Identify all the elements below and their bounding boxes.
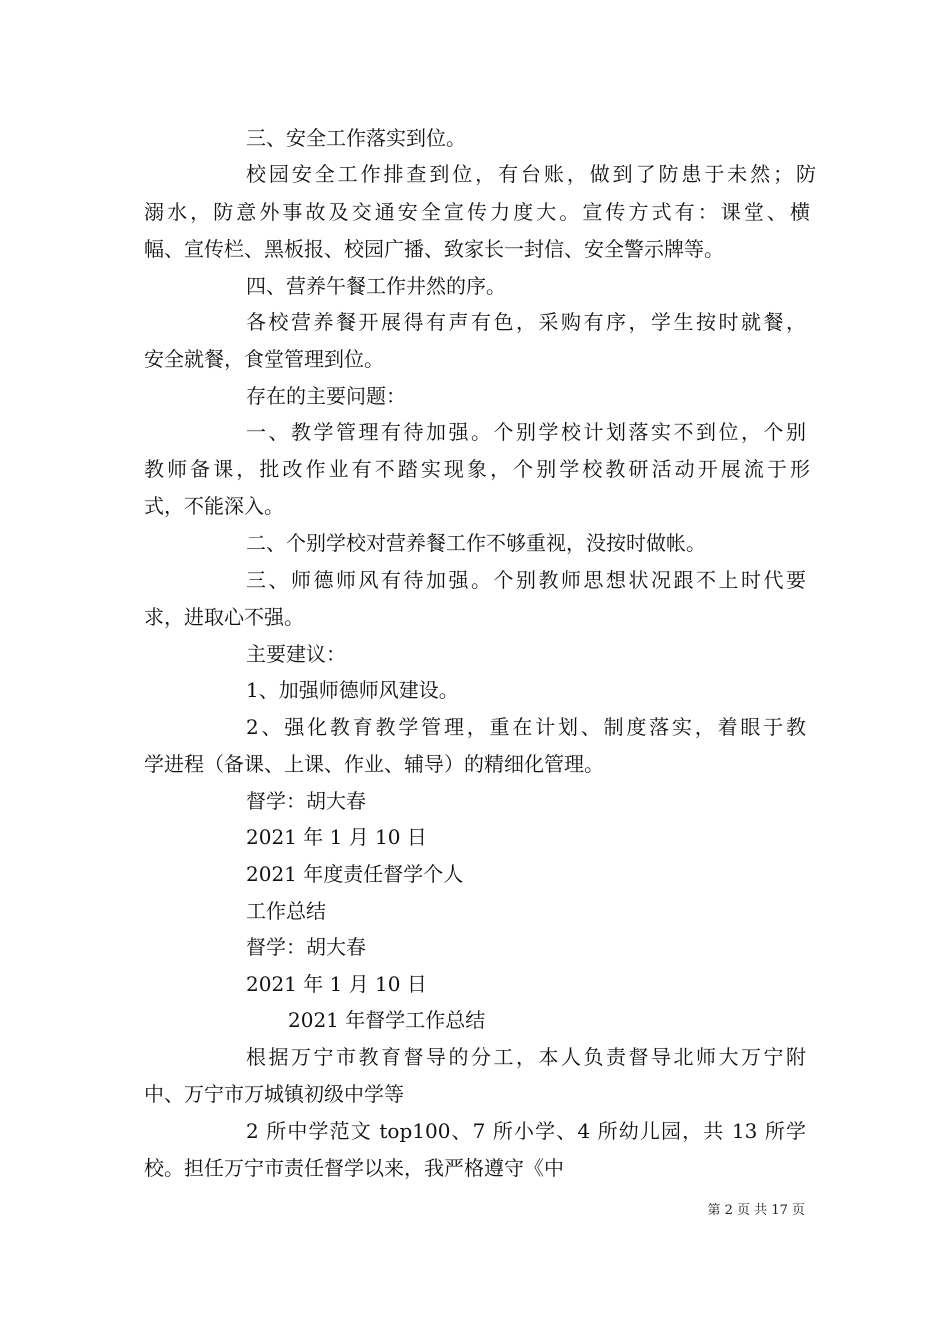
paragraph-line: 一、教学管理有待加强。个别学校计划落实不到位，个别 — [246, 420, 806, 444]
paragraph-line: 式，不能深入。 — [144, 494, 284, 518]
paragraph-line: 校。担任万宁市责任督学以来，我严格遵守《中 — [144, 1156, 564, 1180]
paragraph-line: 安全就餐，食堂管理到位。 — [144, 347, 384, 371]
paragraph-line: 中、万宁市万城镇初级中学等 — [144, 1082, 404, 1106]
heading-line: 工作总结 — [246, 899, 326, 923]
paragraph-line: 2 所中学范文 top100、7 所小学、4 所幼儿园，共 13 所学 — [246, 1119, 806, 1143]
paragraph-line: 幅、宣传栏、黑板报、校园广播、致家长一封信、安全警示牌等。 — [144, 237, 724, 261]
paragraph-line: 二、个别学校对营养餐工作不够重视，没按时做帐。 — [246, 531, 706, 555]
paragraph-line: 求，进取心不强。 — [144, 605, 304, 629]
heading-line: 2021 年度责任督学个人 — [246, 862, 464, 886]
paragraph-line: 校园安全工作排查到位，有台账，做到了防患于未然；防 — [246, 162, 816, 186]
section-title: 2021 年督学工作总结 — [288, 1008, 486, 1032]
signature-line: 督学：胡大春 — [246, 789, 366, 813]
paragraph-line: 主要建议： — [246, 642, 346, 666]
paragraph-line: 学进程（备课、上课、作业、辅导）的精细化管理。 — [144, 752, 604, 776]
paragraph-line: 存在的主要问题： — [246, 384, 406, 408]
paragraph-line: 2、强化教育教学管理，重在计划、制度落实，着眼于教 — [246, 715, 806, 739]
paragraph-line: 四、营养午餐工作井然的序。 — [246, 274, 506, 298]
paragraph-line: 1、加强师德师风建设。 — [246, 678, 459, 702]
page-number: 第 2 页 共 17 页 — [707, 1203, 805, 1218]
date-line: 2021 年 1 月 10 日 — [246, 972, 427, 996]
paragraph-line: 三、安全工作落实到位。 — [246, 126, 466, 150]
paragraph-line: 三、师德师风有待加强。个别教师思想状况跟不上时代要 — [246, 568, 806, 592]
paragraph-line: 教师备课，批改作业有不踏实现象，个别学校教研活动开展流于形 — [144, 457, 810, 481]
signature-line: 督学：胡大春 — [246, 935, 366, 959]
paragraph-line: 各校营养餐开展得有声有色，采购有序，学生按时就餐， — [246, 310, 806, 334]
paragraph-line: 根据万宁市教育督导的分工，本人负责督导北师大万宁附 — [246, 1045, 806, 1069]
paragraph-line: 溺水，防意外事故及交通安全宣传力度大。宣传方式有：课堂、横 — [144, 200, 810, 224]
date-line: 2021 年 1 月 10 日 — [246, 825, 427, 849]
